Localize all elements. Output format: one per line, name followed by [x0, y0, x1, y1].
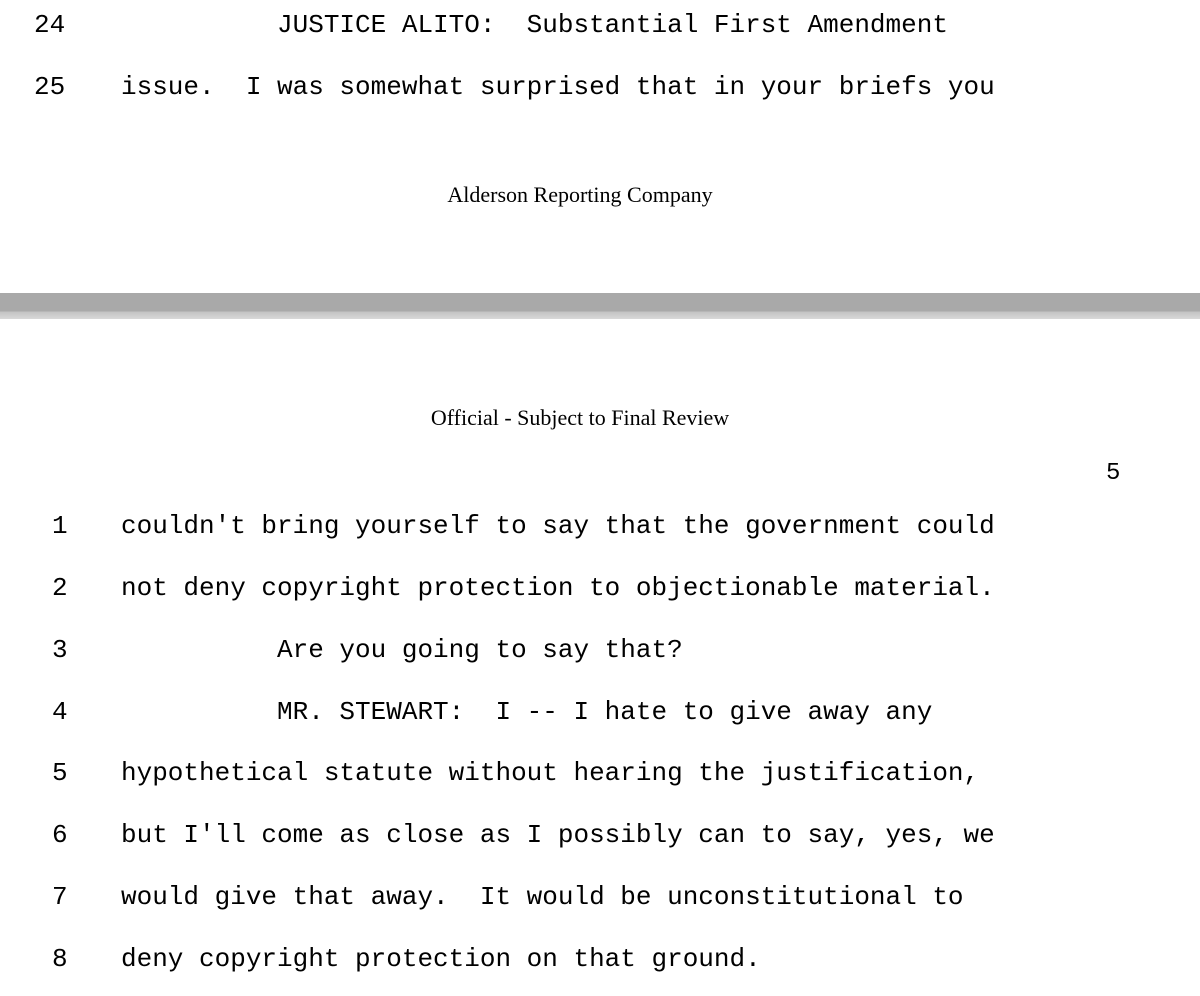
transcript-line: but I'll come as close as I possibly can to say, yes, we: [121, 820, 995, 850]
line-number: 3: [52, 635, 68, 665]
transcript-line: couldn't bring yourself to say that the government could: [121, 511, 995, 541]
page-separator: [0, 293, 1200, 319]
line-number: 25: [34, 72, 66, 102]
page-header: Official - Subject to Final Review: [430, 405, 730, 430]
line-number: 4: [52, 697, 68, 727]
page-number: 5: [1106, 460, 1121, 487]
transcript-line: JUSTICE ALITO: Substantial First Amendment: [121, 10, 948, 40]
line-number: 6: [52, 820, 68, 850]
transcript-line: Are you going to say that?: [121, 635, 683, 665]
transcript-line: not deny copyright protection to objectionable material.: [121, 573, 995, 603]
line-number: 2: [52, 573, 68, 603]
line-number: 8: [52, 944, 68, 974]
transcript-line: would give that away. It would be unconstitutional to: [121, 882, 964, 912]
transcript-line: deny copyright protection on that ground.: [121, 944, 761, 974]
line-number: 7: [52, 882, 68, 912]
line-number: 24: [34, 10, 66, 40]
transcript-line: hypothetical statute without hearing the justification,: [121, 758, 980, 788]
line-number: 1: [52, 511, 68, 541]
transcript-line: issue. I was somewhat surprised that in your briefs you: [121, 72, 995, 102]
line-number: 5: [52, 758, 68, 788]
transcript-line: MR. STEWART: I -- I hate to give away any: [121, 697, 933, 727]
page-footer: Alderson Reporting Company: [447, 182, 713, 207]
